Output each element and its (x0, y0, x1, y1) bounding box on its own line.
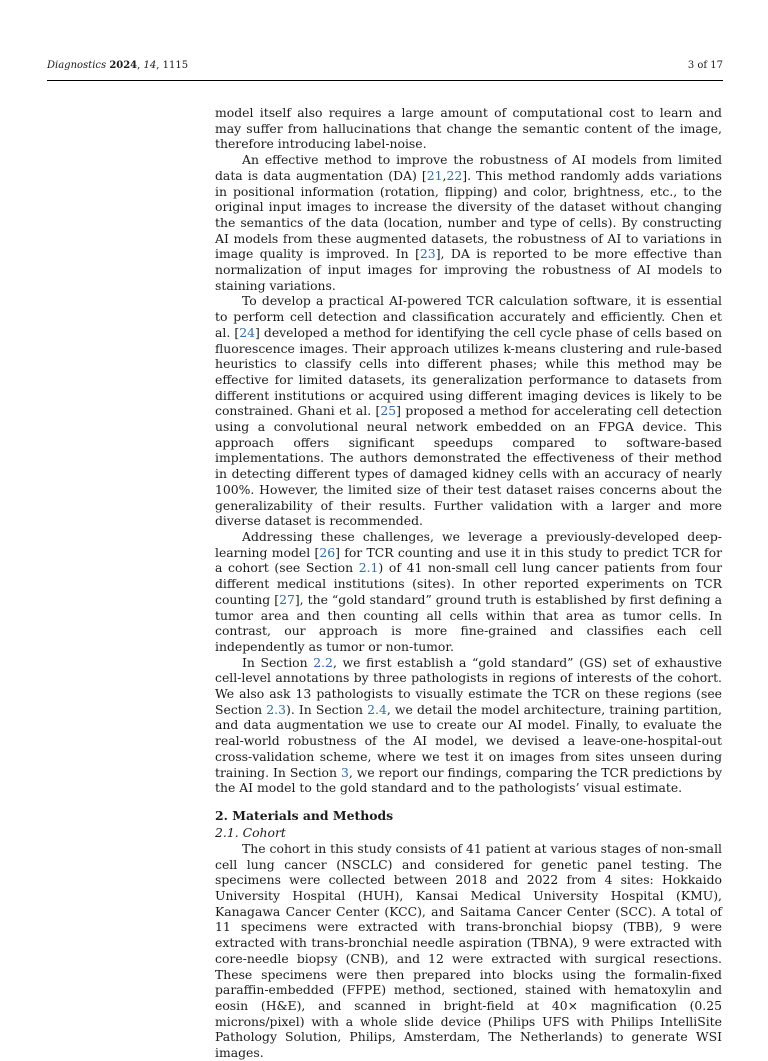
article-number: 1115 (162, 60, 189, 71)
citation-link[interactable]: 24 (239, 324, 255, 340)
text-run: ] developed a method for identifying the cell cycle phase of cells based on fluorescence images. Their approach utilizes k-means clustering and rule-based heuristics to classify cells into different phases; while this method may be effective for limited datasets, its generalization performance to datasets from different institutions or acquired using different imaging devices is likely to be constrained. Ghani et al. [ (215, 324, 723, 419)
citation-link[interactable]: 23 (419, 246, 436, 262)
citation-link[interactable]: 27 (279, 591, 295, 607)
main-text (215, 105, 722, 1061)
text-run: ], the “gold standard” ground truth is established by first defining a tumor area and then counting all cells within that area as tumor cells. In contrast, our approach is more fine-grained and classifies each cell independently as tumor or non-tumor. (215, 591, 722, 654)
text-run: ], DA is reported to be more effective than normalization of input images for improving the robustness of AI models to staining variations. (215, 246, 722, 293)
text-run: ] for TCR counting and use it in this study to predict TCR for a cohort (see Section (215, 544, 722, 576)
text-run: , we detail the model architecture, training partition, and data augmentation we use to create our AI model. Finally, to evaluate the real-world robustness of the AI model, we devised a leave-one-hospital-out cross-validation scheme, where we test it on images from sites unseen during training. In Section (215, 701, 722, 780)
citation-link[interactable]: 26 (319, 544, 336, 560)
text-run: , we first establish a “gold standard” (GS) set of exhaustive cell-level annotations by three pathologists in regions of interests of the cohort. We also ask 13 pathologists to visually estimate the TCR on these regions (see Section (215, 654, 722, 717)
text-run: The cohort in this study consists of 41 patient at various stages of non-small cell lung cancer (NSCLC) and considered for genetic panel testing. The specimens were collected between 2018 and 2022 from 4 sites: Hokkaido University Hospital (HUH), Kansai Medical University Hospital (KMU), Kanagawa Cancer Center (KCC), and Saitama Cancer Center (SCC). A total of 11 specimens were extracted with trans-bronchial biopsy (TBB), 9 were extracted with trans-bronchial needle aspiration (TBNA), 9 were extracted with core-needle biopsy (CNB), and 12 were extracted with surgical resections. These specimens were then prepared into blocks using the formalin-fixed paraffin-embedded (FFPE) method, sectioned, stained with hematoxylin and eosin (H&E), and scanned in bright-field at 40× magnification (0.25 microns/pixel) with a whole slide device (Philips UFS with Philips IntelliSite Pathology Solution, Philips, Amsterdam, The Netherlands) to generate WSI images. (215, 840, 722, 1061)
text-run: ). In Section (285, 701, 368, 717)
citation-link[interactable]: 25 (380, 403, 397, 419)
paragraph-2 (215, 152, 722, 293)
citation-link[interactable]: 2.1 (358, 560, 379, 576)
citation-link[interactable]: 3 (340, 764, 349, 780)
citation-link[interactable]: 21 (426, 167, 443, 183)
paragraph-3 (215, 293, 722, 529)
citation-link[interactable]: 2.4 (367, 701, 387, 717)
header-rule (47, 80, 723, 81)
text-run: , we report our findings, comparing the TCR predictions by the AI model to the gold standard and to the pathologists’ visual estimate. (215, 764, 722, 796)
text-run: In Section (242, 654, 314, 670)
text-run: , (442, 167, 447, 183)
citation-link[interactable]: 2.2 (313, 654, 333, 670)
subsection-heading: 2.1. Cohort (215, 824, 286, 840)
citation-link[interactable]: 22 (446, 167, 463, 183)
journal-citation: Diagnostics 2024, 14, 1115 (47, 60, 189, 71)
running-header (47, 59, 723, 75)
citation-link[interactable]: 2.3 (266, 701, 286, 717)
text-run: Addressing these challenges, we leverage a previously-developed deep-learning model [ (215, 528, 722, 560)
paragraph-cohort (215, 841, 722, 1061)
text-run: To develop a practical AI-powered TCR calculation software, it is essential to perform cell detection and classification accurately and efficiently. Chen et al. [ (215, 293, 722, 340)
page-number: 3 of 17 (687, 60, 723, 71)
journal-year: 2024 (109, 60, 138, 71)
text-run: ] proposed a method for accelerating cell detection using a convolutional neural network embedded on an FPGA device. This approach offers significant speedups compared to software-based implementations. The authors demonstrated the effectiveness of their method in detecting different types of damaged kidney cells with an accuracy of nearly 100%. However, the limited size of their test dataset raises concerns about the generalizability of their results. Further validation with a larger and more diverse dataset is recommended. (215, 403, 722, 529)
journal-volume: 14 (143, 60, 157, 71)
journal-name: Diagnostics (47, 60, 107, 71)
section-heading: 2. Materials and Methods (215, 807, 394, 823)
text-run: model itself also requires a large amount of computational cost to learn and may suffer from hallucinations that change the semantic content of the image, therefore introducing label-noise. (215, 105, 722, 152)
paragraph-5 (215, 655, 722, 796)
text-run: An effective method to improve the robustness of AI models from limited data is data augmentation (DA) [ (215, 152, 722, 183)
text-run: ) of 41 non-small cell lung cancer patients from four different medical institutions (sites). In other reported experiments on TCR counting [ (215, 560, 722, 607)
paragraph-1 (215, 105, 722, 152)
paragraph-4 (215, 529, 722, 655)
text-run: ]. This method randomly adds variations in positional information (rotation, flipping) and color, brightness, etc., to the original input images to increase the diversity of the dataset without changing the semantics of the data (location, number and type of cells). By constructing AI models from these augmented datasets, the robustness of AI to variations in image quality is improved. In [ (215, 167, 722, 262)
